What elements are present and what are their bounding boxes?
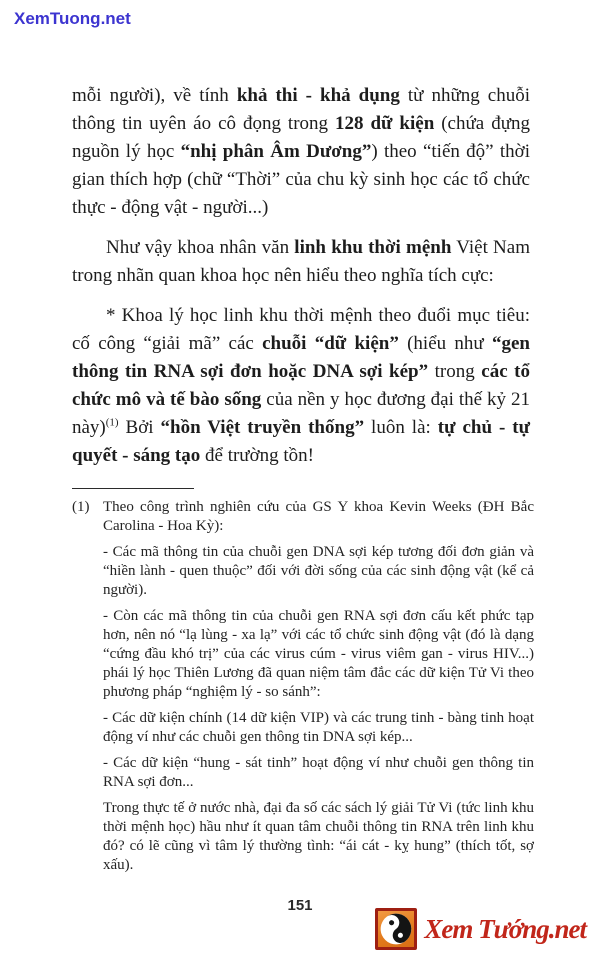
footnote-divider [72,488,194,489]
footnote-content [72,498,534,875]
publisher-logo [375,908,586,950]
yin-yang-icon [375,908,417,950]
body-paragraphs [72,82,530,482]
footnote-item: - Các mã thông tin của chuỗi gen DNA sợi kép tương đối đơn giản và “hiền lành - quen thuộc” đối với đời sống của các sinh động vật (kể cả người). [103,544,534,598]
logo-wordmark: Xem Tướng.net [424,913,586,944]
footnote-marker: (1) [72,499,90,515]
footnote-intro: Theo công trình nghiên cứu của GS Y khoa Kevin Weeks (ĐH Bắc Carolina - Hoa Kỳ): [103,499,534,534]
footnote-item: - Các dữ kiện chính (14 dữ kiện VIP) và các trung tinh - bàng tinh hoạt động ví như các chuỗi gen thông tin DNA sợi kép... [103,710,534,745]
paragraph: * Khoa lý học linh khu thời mệnh theo đuổi mục tiêu: cố công “giải mã” các chuỗi “dữ kiện” (hiểu như “gen thông tin RNA sợi đơn hoặc DNA sợi kép” trong các tổ chức mô và tế bào sống của nền y học đương đại thế kỷ 21 này)$^{(1)}$ Bởi “hồn Việt truyền thống” luôn là: tự chủ - tự quyết - sáng tạo để trường tồn! [72,305,530,466]
paragraph: mỗi người), về tính khả thi - khả dụng từ những chuỗi thông tin uyên áo cô đọng trong 128 dữ kiện (chứa đựng nguồn lý học “nhị phân Âm Dương”) theo “tiến độ” thời gian thích hợp (chữ “Thời” của chu kỳ sinh học các tổ chức thực - động vật - người...) [72,85,531,218]
footnote-items [103,543,534,875]
footnote-item: - Còn các mã thông tin của chuỗi gen RNA sợi đơn cấu kết phức tạp hơn, nên nó “lạ lùng - xa lạ” với các tổ chức sinh động vật (đó là dạng “cứng đầu khó trị” của các virus cúm - virus viêm gan - virus HIV...) phái lý học Thiên Lương đã quan niệm tâm đắc các dữ kiện Tử Vi theo phương pháp “nghiệm lý - so sánh”: [103,608,534,700]
footnote-item: - Các dữ kiện “hung - sát tinh” hoạt động ví như chuỗi gen thông tin RNA sợi đơn... [103,755,534,790]
footnote-item: Trong thực tế ở nước nhà, đại đa số các sách lý giải Tử Vi (tức linh khu thời mệnh học) hầu như ít quan tâm chuỗi thông tin RNA trên linh khu đó? có lẽ cũng vì tâm lý thường tình: “ái cát - kỵ hung” (thích tốt, sợ xấu). [103,800,534,873]
page-number: 151 [287,897,313,914]
footnote-section [72,488,534,882]
paragraph: Như vậy khoa nhân văn linh khu thời mệnh Việt Nam trong nhãn quan khoa học nên hiểu theo nghĩa tích cực: [72,237,530,286]
watermark-top: XemTuong.net [14,9,131,28]
